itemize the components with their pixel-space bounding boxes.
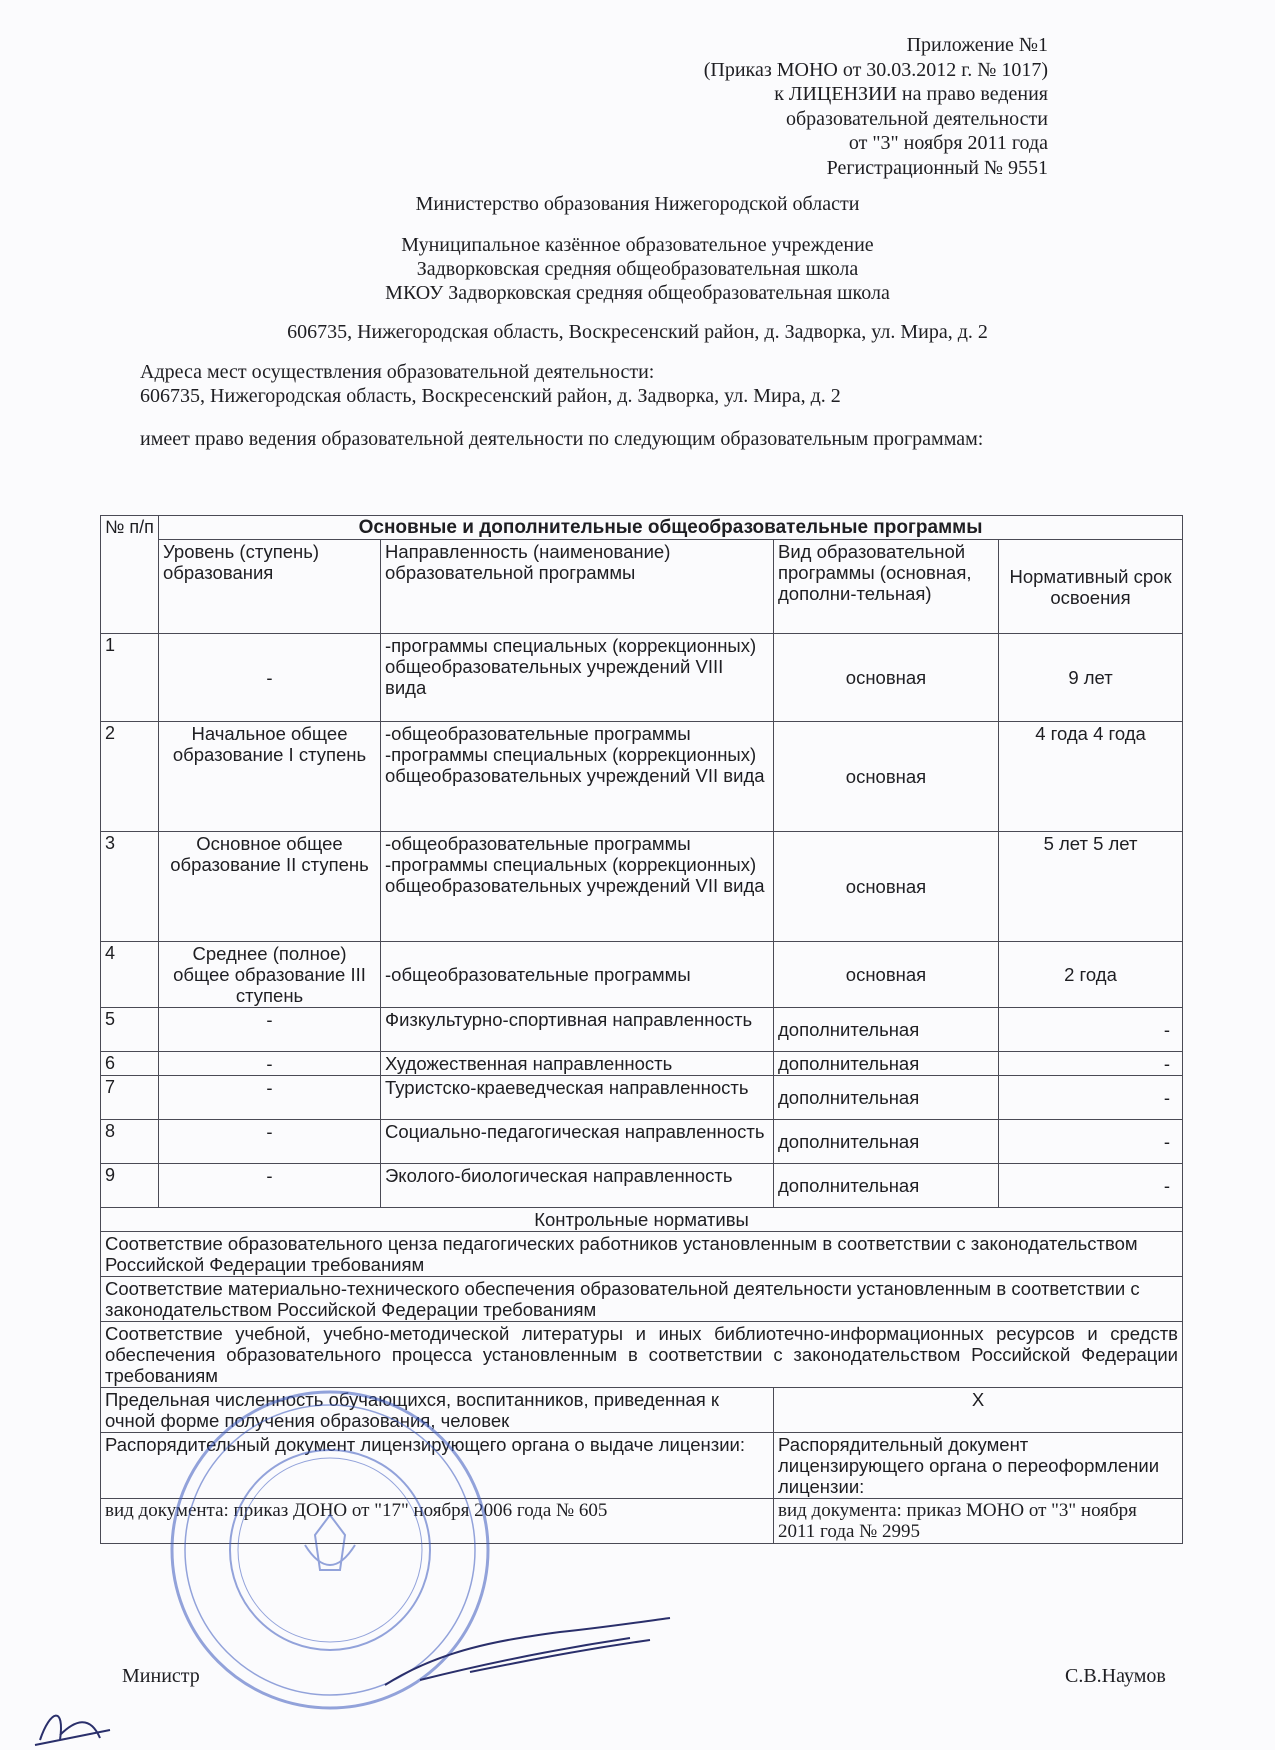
row-kind: основная (774, 942, 999, 1008)
reissue-doc: вид документа: приказ МОНО от "3" ноября 2011 года № 2995 (774, 1499, 1183, 1544)
table-title: Основные и дополнительные общеобразовательные программы (159, 516, 1183, 540)
row-level: Начальное общее образование I ступень (159, 722, 381, 832)
header-line: от "3" ноября 2011 года (848, 132, 1048, 154)
table-row (101, 832, 1183, 942)
org-full-name: Муниципальное казённое образовательное учреждение (401, 234, 874, 256)
header-line: образовательной деятельности (786, 107, 1048, 130)
initials-scribble-icon (30, 1700, 120, 1750)
row-kind: дополнительная (774, 1164, 999, 1208)
table-row (101, 942, 1183, 1008)
row-direction: -общеобразовательные программы -программы специальных (коррекционных) общеобразовательных учреждений VII вида (381, 722, 774, 832)
org-address: 606735, Нижегородская область, Воскресенский район, д. Задворка, ул. Мира, д. 2 (287, 321, 988, 343)
ministry-name: Министерство образования Нижегородской области (415, 193, 860, 215)
row-kind: дополнительная (774, 1008, 999, 1052)
row-level: - (159, 1120, 381, 1164)
issue-doc: вид документа: приказ ДОНО от "17" ноября 2006 года № 605 (101, 1499, 774, 1544)
row-direction: -программы специальных (коррекционных) общеобразовательных учреждений VIII вида (381, 634, 774, 722)
row-term: 5 лет 5 лет (999, 832, 1183, 942)
header-level: Уровень (ступень) образования (159, 540, 381, 634)
row-direction: Туристско-краеведческая направленность (381, 1076, 774, 1120)
signature-position: Министр (122, 1665, 200, 1687)
header-direction: Направленность (наименование) образовательной программы (381, 540, 774, 634)
table-row (101, 634, 1183, 722)
table-row (101, 1120, 1183, 1164)
signature-scribble-icon (380, 1610, 680, 1700)
header-kind: Вид образовательной программы (основная, дополни-тельная) (774, 540, 999, 634)
header-line: Регистрационный № 9551 (826, 156, 1048, 179)
row-level: Среднее (полное) общее образование III ступень (159, 942, 381, 1008)
table-header-row (101, 540, 1183, 634)
row-number: 5 (101, 1008, 159, 1052)
row-kind: дополнительная (774, 1052, 999, 1076)
control-item: Соответствие образовательного ценза педагогических работников установленным в соответствии с законодательством Российской Федерации требованиям (101, 1232, 1183, 1277)
table-row (101, 722, 1183, 832)
row-number: 3 (101, 832, 159, 942)
row-term: - (999, 1076, 1183, 1120)
row-term: 2 года (999, 942, 1183, 1008)
activity-places-address: 606735, Нижегородская область, Воскресенский район, д. Задворка, ул. Мира, д. 2 (140, 385, 841, 407)
limit-label: Предельная численность обучающихся, воспитанников, приведенная к очной форме получения образования, человек (101, 1388, 774, 1433)
limit-value: Х (774, 1388, 1183, 1433)
row-direction: Эколого-биологическая направленность (381, 1164, 774, 1208)
activity-places (140, 360, 841, 408)
issue-doc-label: Распорядительный документ лицензирующего органа о выдаче лицензии: (101, 1433, 774, 1499)
row-number: 9 (101, 1164, 159, 1208)
table-row (101, 1008, 1183, 1052)
row-direction: Художественная направленность (381, 1052, 774, 1076)
control-item-row (101, 1322, 1183, 1388)
org-short-name: МКОУ Задворковская средняя общеобразовательная школа (385, 282, 890, 304)
row-number: 4 (101, 942, 159, 1008)
table-row (101, 1052, 1183, 1076)
control-item-row (101, 1277, 1183, 1322)
row-direction: Социально-педагогическая направленность (381, 1120, 774, 1164)
row-direction: Физкультурно-спортивная направленность (381, 1008, 774, 1052)
row-number: 1 (101, 634, 159, 722)
control-item: Соответствие материально-технического обеспечения образовательной деятельности установленным в соответствии с законодательством Российской Федерации требованиям (101, 1277, 1183, 1322)
header-line: Приложение №1 (906, 34, 1048, 56)
row-term: - (999, 1164, 1183, 1208)
row-number: 2 (101, 722, 159, 832)
row-term: - (999, 1052, 1183, 1076)
row-kind: основная (774, 722, 999, 832)
row-kind: дополнительная (774, 1120, 999, 1164)
row-level: - (159, 634, 381, 722)
org-school-name: Задворковская средняя общеобразовательная школа (416, 258, 859, 280)
appendix-header (704, 33, 1048, 180)
header-term: Нормативный срок освоения (999, 540, 1183, 634)
header-line: (Приказ МОНО от 30.03.2012 г. № 1017) (703, 58, 1048, 81)
activity-places-label: Адреса мест осуществления образовательной деятельности: (140, 361, 655, 383)
control-title-row (101, 1208, 1183, 1232)
organization-block (0, 233, 1275, 305)
col-num-header: № п/п (101, 516, 159, 634)
row-kind: основная (774, 634, 999, 722)
control-title: Контрольные нормативы (101, 1208, 1183, 1232)
table-title-row (101, 516, 1183, 540)
row-number: 7 (101, 1076, 159, 1120)
row-kind: дополнительная (774, 1076, 999, 1120)
row-kind: основная (774, 832, 999, 942)
row-level: Основное общее образование II ступень (159, 832, 381, 942)
row-direction: -общеобразовательные программы -программы специальных (коррекционных) общеобразовательных учреждений VII вида (381, 832, 774, 942)
row-term: 9 лет (999, 634, 1183, 722)
row-number: 6 (101, 1052, 159, 1076)
control-item: Соответствие учебной, учебно-методической литературы и иных библиотечно-информационных ресурсов и средств обеспечения образовательного процесса установленным в соответствии с законодательством Российской Федерации требованиям (101, 1322, 1183, 1388)
row-level: - (159, 1008, 381, 1052)
row-term: - (999, 1008, 1183, 1052)
intro-text: имеет право ведения образовательной деятельности по следующим образовательным программам: (140, 428, 984, 450)
row-term: 4 года 4 года (999, 722, 1183, 832)
control-item-row (101, 1232, 1183, 1277)
row-level: - (159, 1052, 381, 1076)
reissue-doc-label: Распорядительный документ лицензирующего органа о переоформлении лицензии: (774, 1433, 1183, 1499)
signature-name: С.В.Наумов (1065, 1665, 1166, 1687)
row-term: - (999, 1120, 1183, 1164)
table-row (101, 1164, 1183, 1208)
row-level: - (159, 1076, 381, 1120)
row-number: 8 (101, 1120, 159, 1164)
header-line: к ЛИЦЕНЗИИ на право ведения (774, 83, 1048, 105)
row-level: - (159, 1164, 381, 1208)
table-row (101, 1076, 1183, 1120)
row-direction: -общеобразовательные программы (381, 942, 774, 1008)
